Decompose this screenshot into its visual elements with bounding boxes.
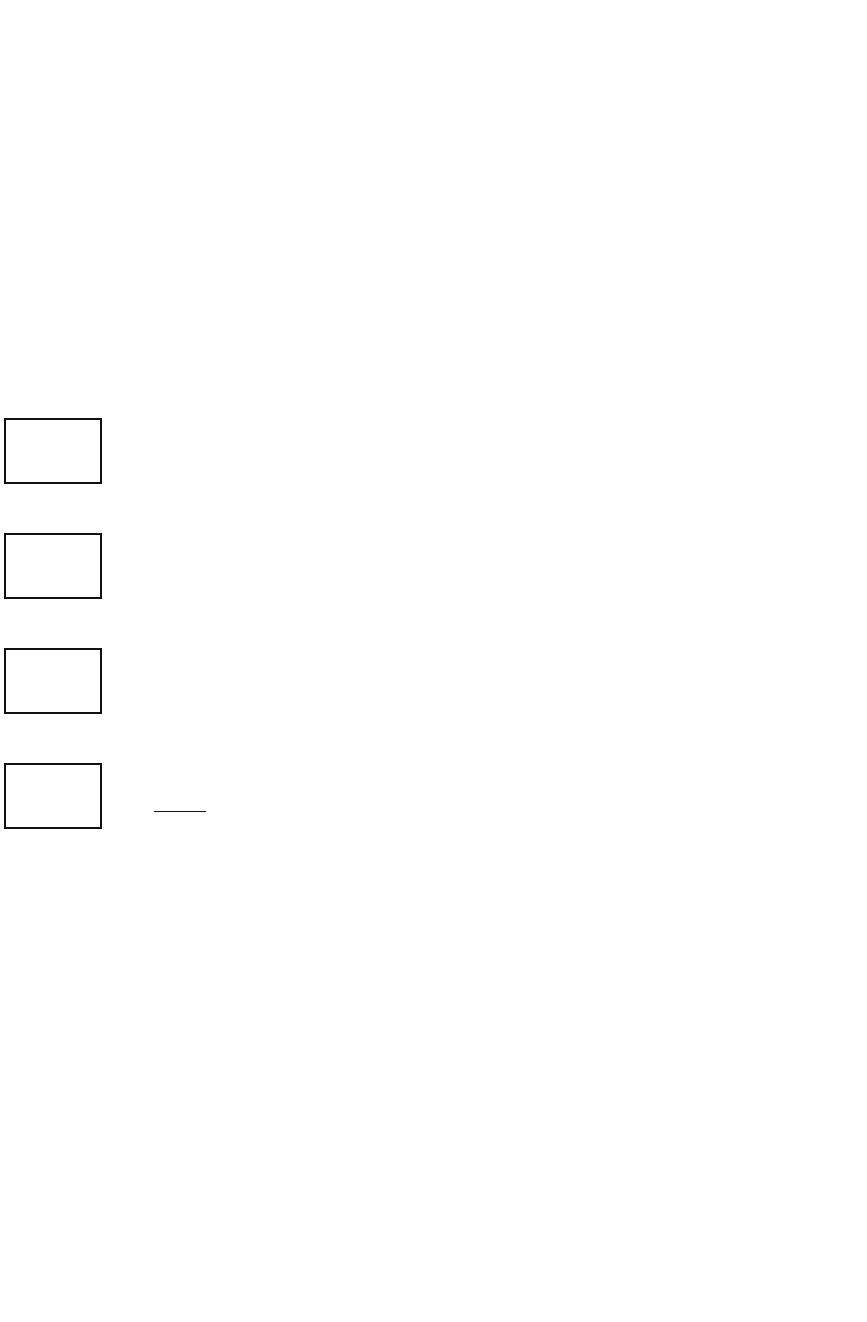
name-field[interactable] (4, 648, 102, 714)
exam-number-field[interactable] (4, 763, 102, 829)
school-field[interactable] (4, 418, 102, 484)
class-field[interactable] (4, 533, 102, 599)
answer-blank (154, 811, 206, 812)
q3-option-c[interactable] (154, 796, 206, 818)
